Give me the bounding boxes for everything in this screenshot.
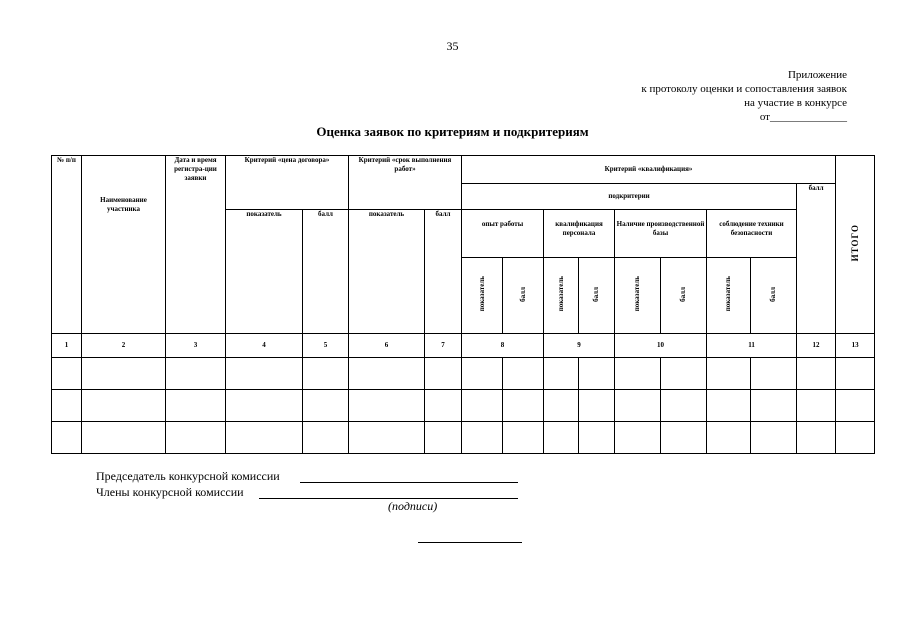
bottom-line bbox=[418, 542, 522, 543]
appendix-line-1: Приложение bbox=[787, 69, 847, 81]
header-price-score: балл bbox=[303, 210, 349, 334]
table-cell[interactable] bbox=[226, 390, 303, 422]
table-cell[interactable] bbox=[349, 390, 425, 422]
column-number: 4 bbox=[226, 334, 303, 358]
column-number: 1 bbox=[52, 334, 82, 358]
table-cell[interactable] bbox=[707, 390, 751, 422]
table-cell[interactable] bbox=[836, 358, 875, 390]
header-staff-score-label: балл bbox=[592, 286, 601, 302]
header-subcriteria: подкритерии bbox=[462, 184, 797, 210]
table-cell[interactable] bbox=[303, 390, 349, 422]
chairman-signature-line[interactable] bbox=[300, 482, 518, 483]
header-price-indicator: показатель bbox=[226, 210, 303, 334]
table-cell[interactable] bbox=[615, 390, 661, 422]
column-number: 10 bbox=[615, 334, 707, 358]
appendix-line-3: на участие в конкурсе bbox=[744, 97, 847, 109]
header-safety-indicator-label: показатель bbox=[724, 276, 733, 312]
header-qualification-criterion: Критерий «квалификация» bbox=[462, 156, 836, 184]
header-participant-name: Наименование участника bbox=[82, 156, 166, 334]
table-cell[interactable] bbox=[303, 422, 349, 454]
table-cell[interactable] bbox=[797, 358, 836, 390]
table-cell[interactable] bbox=[615, 358, 661, 390]
table-row bbox=[52, 390, 875, 422]
table-cell[interactable] bbox=[707, 422, 751, 454]
header-registration-date: Дата и время регистра-ции заявки bbox=[166, 156, 226, 334]
table-cell[interactable] bbox=[661, 358, 707, 390]
signatures-note: (подписи) bbox=[388, 499, 438, 513]
header-experience-score-label: балл bbox=[518, 286, 527, 302]
table-cell[interactable] bbox=[579, 390, 615, 422]
members-label: Члены конкурсной комиссии bbox=[96, 485, 244, 499]
table-cell[interactable] bbox=[226, 422, 303, 454]
header-safety-score-label: балл bbox=[769, 286, 778, 302]
header-term-score: балл bbox=[425, 210, 462, 334]
column-number: 13 bbox=[836, 334, 875, 358]
table-cell[interactable] bbox=[166, 422, 226, 454]
header-experience-indicator-label: показатель bbox=[477, 276, 486, 312]
header-base-score bbox=[661, 258, 707, 334]
header-staff-indicator bbox=[544, 258, 579, 334]
table-row bbox=[52, 422, 875, 454]
table-cell[interactable] bbox=[462, 390, 503, 422]
appendix-line-4 bbox=[760, 111, 847, 124]
header-staff-score bbox=[579, 258, 615, 334]
table-cell[interactable] bbox=[503, 358, 544, 390]
table-cell[interactable] bbox=[544, 422, 579, 454]
table-cell[interactable] bbox=[349, 358, 425, 390]
column-number: 6 bbox=[349, 334, 425, 358]
header-base-indicator bbox=[615, 258, 661, 334]
header-term-criterion: Критерий «срок выполнения работ» bbox=[349, 156, 462, 210]
table-cell[interactable] bbox=[661, 422, 707, 454]
table-cell[interactable] bbox=[661, 390, 707, 422]
table-cell[interactable] bbox=[544, 358, 579, 390]
table-cell[interactable] bbox=[462, 358, 503, 390]
header-base-indicator-label: показатель bbox=[633, 276, 642, 312]
column-number: 11 bbox=[707, 334, 797, 358]
table-cell[interactable] bbox=[503, 390, 544, 422]
header-safety-score bbox=[751, 258, 797, 334]
column-number: 3 bbox=[166, 334, 226, 358]
table-cell[interactable] bbox=[52, 358, 82, 390]
table-cell[interactable] bbox=[166, 358, 226, 390]
header-sub-staff: квалификация персонала bbox=[544, 210, 615, 258]
members-signature bbox=[96, 485, 244, 500]
table-cell[interactable] bbox=[751, 358, 797, 390]
chairman-signature bbox=[96, 469, 280, 484]
table-cell[interactable] bbox=[82, 390, 166, 422]
table-cell[interactable] bbox=[425, 358, 462, 390]
header-sub-base: Наличие производственной базы bbox=[615, 210, 707, 258]
header-qual-score: балл bbox=[797, 184, 836, 334]
table-cell[interactable] bbox=[303, 358, 349, 390]
header-safety-indicator bbox=[707, 258, 751, 334]
table-cell[interactable] bbox=[836, 422, 875, 454]
header-experience-indicator bbox=[462, 258, 503, 334]
header-total bbox=[836, 156, 875, 334]
page-number: 35 bbox=[446, 39, 459, 53]
appendix-date-blank: ______________ bbox=[770, 111, 847, 123]
header-experience-score bbox=[503, 258, 544, 334]
column-number: 8 bbox=[462, 334, 544, 358]
table-cell[interactable] bbox=[836, 390, 875, 422]
column-number-row bbox=[52, 334, 875, 358]
table-cell[interactable] bbox=[226, 358, 303, 390]
table-cell[interactable] bbox=[751, 422, 797, 454]
table-cell[interactable] bbox=[52, 390, 82, 422]
table-cell[interactable] bbox=[425, 390, 462, 422]
document-title: Оценка заявок по критериям и подкритериям bbox=[316, 124, 589, 139]
column-number: 5 bbox=[303, 334, 349, 358]
table-cell[interactable] bbox=[425, 422, 462, 454]
table-cell[interactable] bbox=[707, 358, 751, 390]
header-sub-safety: соблюдение техники безопасности bbox=[707, 210, 797, 258]
column-number: 12 bbox=[797, 334, 836, 358]
evaluation-table bbox=[51, 155, 875, 454]
header-price-criterion: Критерий «цена договора» bbox=[226, 156, 349, 210]
table-cell[interactable] bbox=[349, 422, 425, 454]
appendix-line-2: к протоколу оценки и сопоставления заявок bbox=[641, 83, 847, 95]
header-sub-experience: опыт работы bbox=[462, 210, 544, 258]
table-row bbox=[52, 358, 875, 390]
table-cell[interactable] bbox=[751, 390, 797, 422]
table-cell[interactable] bbox=[82, 422, 166, 454]
header-term-indicator: показатель bbox=[349, 210, 425, 334]
column-number: 7 bbox=[425, 334, 462, 358]
header-total-label: ИТОГО bbox=[849, 224, 860, 262]
table-cell[interactable] bbox=[503, 422, 544, 454]
header-base-score-label: балл bbox=[679, 286, 688, 302]
table-cell[interactable] bbox=[579, 422, 615, 454]
column-number: 9 bbox=[544, 334, 615, 358]
table-cell[interactable] bbox=[797, 422, 836, 454]
table-cell[interactable] bbox=[82, 358, 166, 390]
table-cell[interactable] bbox=[52, 422, 82, 454]
header-staff-indicator-label: показатель bbox=[556, 276, 565, 312]
header-num: № п/п bbox=[52, 156, 82, 334]
table-cell[interactable] bbox=[797, 390, 836, 422]
table-cell[interactable] bbox=[166, 390, 226, 422]
table-cell[interactable] bbox=[544, 390, 579, 422]
table-cell[interactable] bbox=[615, 422, 661, 454]
table-cell[interactable] bbox=[462, 422, 503, 454]
chairman-label: Председатель конкурсной комиссии bbox=[96, 469, 280, 483]
table-cell[interactable] bbox=[579, 358, 615, 390]
appendix-date-label: от bbox=[759, 111, 770, 123]
column-number: 2 bbox=[82, 334, 166, 358]
